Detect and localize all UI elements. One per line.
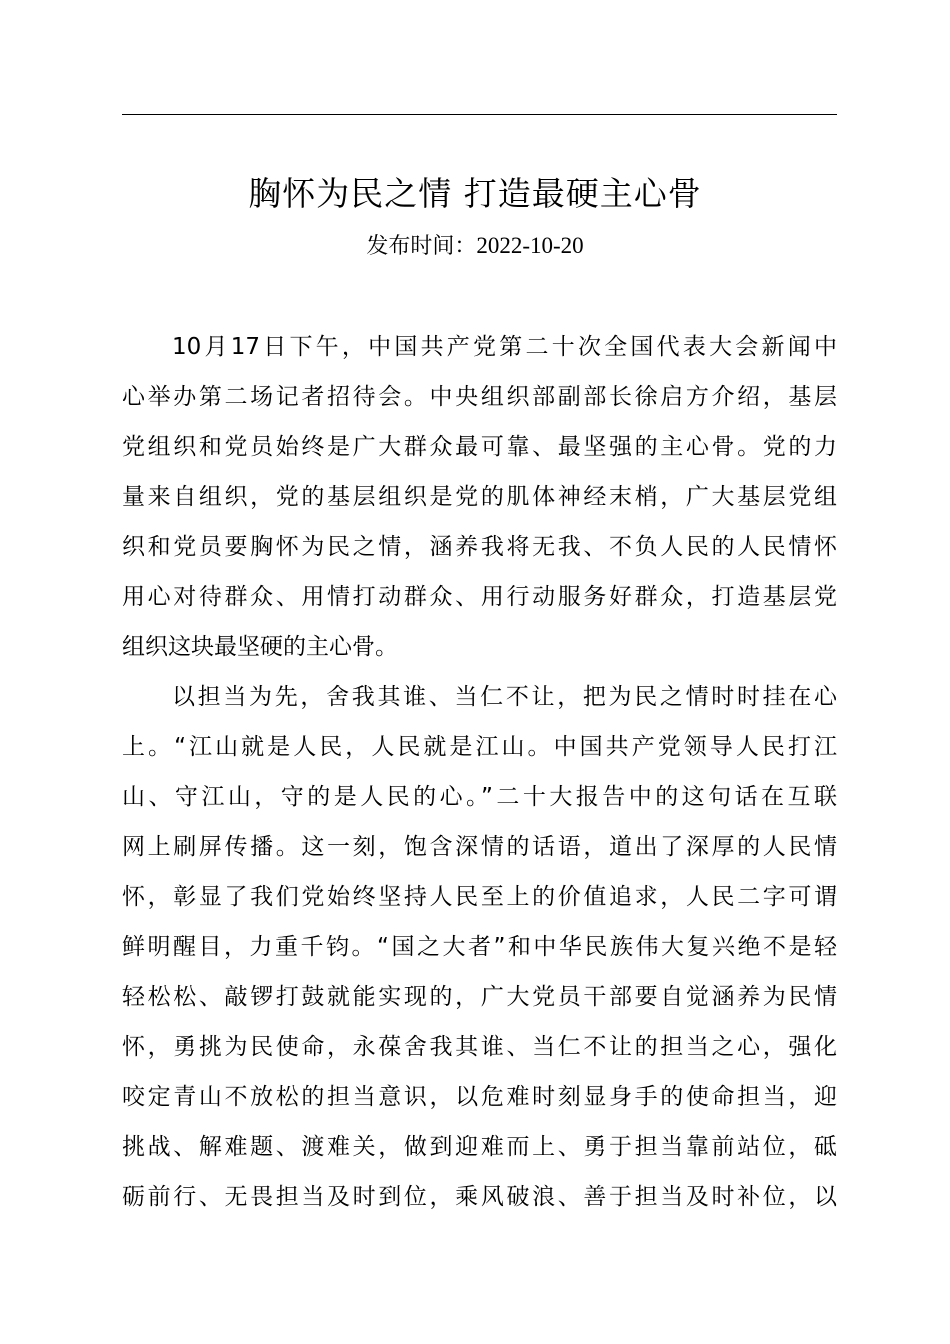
paragraph-line: 挑战、解难题、渡难关，做到迎难而上、勇于担当靠前站位，砥 xyxy=(122,1134,837,1160)
paragraph-line: 砺前行、无畏担当及时到位，乘风破浪、善于担当及时补位，以 xyxy=(122,1184,837,1210)
paragraph-line: 怀，勇挑为民使命，永葆舍我其谁、当仁不让的担当之心，强化 xyxy=(122,1034,837,1060)
paragraph-line: 上。“江山就是人民，人民就是江山。中国共产党领导人民打江 xyxy=(122,734,837,760)
paragraph-line: 织和党员要胸怀为民之情，涵养我将无我、不负人民的人民情怀 xyxy=(122,534,837,560)
publish-date xyxy=(0,230,950,263)
paragraph-line: 10月17日下午，中国共产党第二十次全国代表大会新闻中 xyxy=(172,334,837,360)
paragraph-line: 组织这块最坚硬的主心骨。 xyxy=(122,634,398,660)
paragraph-line: 心举办第二场记者招待会。中央组织部副部长徐启方介绍，基层 xyxy=(122,384,837,410)
paragraph-line: 鲜明醒目，力重千钧。“国之大者”和中华民族伟大复兴绝不是轻 xyxy=(122,934,837,960)
paragraph-line: 山、守江山，守的是人民的心。”二十大报告中的这句话在互联 xyxy=(122,784,837,810)
article-title: 胸怀为民之情 打造最硬主心骨 xyxy=(248,174,702,213)
paragraph-line: 怀，彰显了我们党始终坚持人民至上的价值追求，人民二字可谓 xyxy=(122,884,837,910)
paragraph-1 xyxy=(122,322,837,672)
publish-date-value: 2022-10-20 xyxy=(476,233,584,258)
header-divider xyxy=(122,114,837,115)
paragraph-line: 网上刷屏传播。这一刻，饱含深情的话语，道出了深厚的人民情 xyxy=(122,834,837,860)
paragraph-2 xyxy=(122,672,837,1222)
paragraph-line: 用心对待群众、用情打动群众、用行动服务好群众，打造基层党 xyxy=(122,584,837,610)
paragraph-line: 咬定青山不放松的担当意识，以危难时刻显身手的使命担当，迎 xyxy=(122,1084,837,1110)
paragraph-line: 党组织和党员始终是广大群众最可靠、最坚强的主心骨。党的力 xyxy=(122,434,837,460)
paragraph-line: 量来自组织，党的基层组织是党的肌体神经末梢，广大基层党组 xyxy=(122,484,837,510)
paragraph-line: 轻松松、敲锣打鼓就能实现的，广大党员干部要自觉涵养为民情 xyxy=(122,984,837,1010)
article-body xyxy=(122,322,837,1222)
paragraph-line: 以担当为先，舍我其谁、当仁不让，把为民之情时时挂在心 xyxy=(172,684,837,710)
publish-date-label: 发布时间： xyxy=(366,234,477,259)
